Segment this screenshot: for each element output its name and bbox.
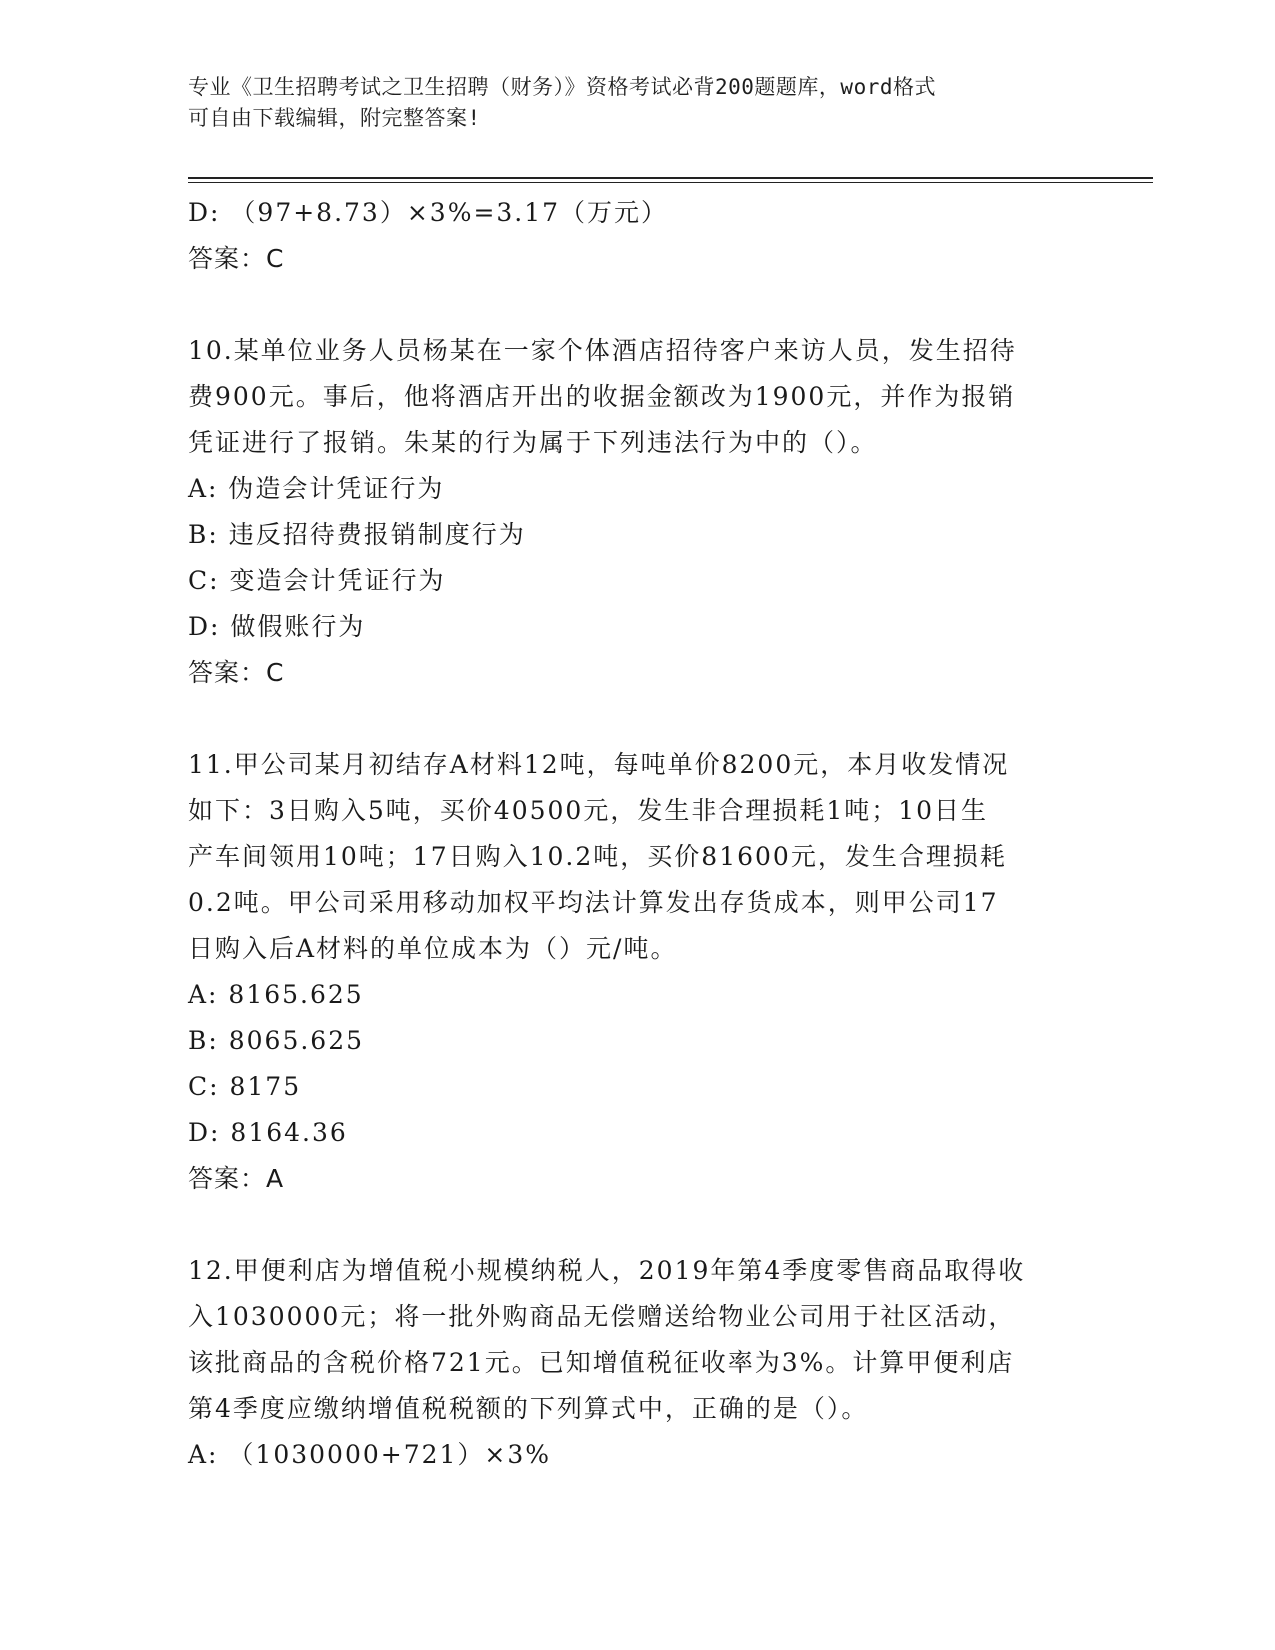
option-d: D: 8164.36 (188, 1118, 348, 1147)
option-c: C: 8175 (188, 1072, 302, 1101)
question-10 (188, 328, 1088, 696)
question-stem-line: 费900元。事后，他将酒店开出的收据金额改为1900元，并作为报销 (188, 382, 1016, 411)
question-stem-line: 入1030000元；将一批外购商品无偿赠送给物业公司用于社区活动， (188, 1302, 1016, 1331)
answer-line: 答案：C (188, 244, 285, 273)
question-stem-line: 凭证进行了报销。朱某的行为属于下列违法行为中的（）。 (188, 428, 878, 457)
option-a: A: 伪造会计凭证行为 (188, 474, 445, 503)
page-header (188, 72, 1088, 134)
option-d: D: （97+8.73）×3%=3.17（万元） (188, 198, 669, 227)
question-stem-line: 如下：3日购入5吨，买价40500元，发生非合理损耗1吨；10日生 (188, 796, 989, 825)
spacer (188, 282, 1088, 328)
question-stem-line: 第4季度应缴纳增值税税额的下列算式中，正确的是（）。 (188, 1394, 869, 1423)
question-stem-line: 该批商品的含税价格721元。已知增值税征收率为3%。计算甲便利店 (188, 1348, 1015, 1377)
question-stem-line: 11.甲公司某月初结存A材料12吨，每吨单价8200元，本月收发情况 (188, 750, 1010, 779)
option-b: B: 8065.625 (188, 1026, 365, 1055)
question-stem-line: 产车间领用10吨；17日购入10.2吨，买价81600元，发生合理损耗 (188, 842, 1007, 871)
option-a: A: 8165.625 (188, 980, 364, 1009)
answer-line: 答案：A (188, 1164, 285, 1193)
question-stem-line: 0.2吨。甲公司采用移动加权平均法计算发出存货成本，则甲公司17 (188, 888, 999, 917)
question-stem-line: 日购入后A材料的单位成本为（）元/吨。 (188, 934, 678, 963)
answer-line: 答案：C (188, 658, 285, 687)
header-line-1: 专业《卫生招聘考试之卫生招聘（财务）》资格考试必背200题题库，word格式 (188, 75, 936, 99)
header-divider (188, 177, 1153, 179)
option-a: A: （1030000+721）×3% (188, 1440, 552, 1469)
question-content (188, 190, 1088, 1478)
header-divider-thin (188, 182, 1153, 183)
question-stem-line: 10.某单位业务人员杨某在一家个体酒店招待客户来访人员，发生招待 (188, 336, 1017, 365)
spacer (188, 1202, 1088, 1248)
question-11 (188, 742, 1088, 1202)
header-line-2: 可自由下载编辑，附完整答案! (188, 106, 481, 130)
question-12 (188, 1248, 1088, 1478)
question-stem-line: 12.甲便利店为增值税小规模纳税人，2019年第4季度零售商品取得收 (188, 1256, 1026, 1285)
option-d: D: 做假账行为 (188, 612, 366, 641)
option-c: C: 变造会计凭证行为 (188, 566, 446, 595)
spacer (188, 696, 1088, 742)
option-b: B: 违反招待费报销制度行为 (188, 520, 526, 549)
